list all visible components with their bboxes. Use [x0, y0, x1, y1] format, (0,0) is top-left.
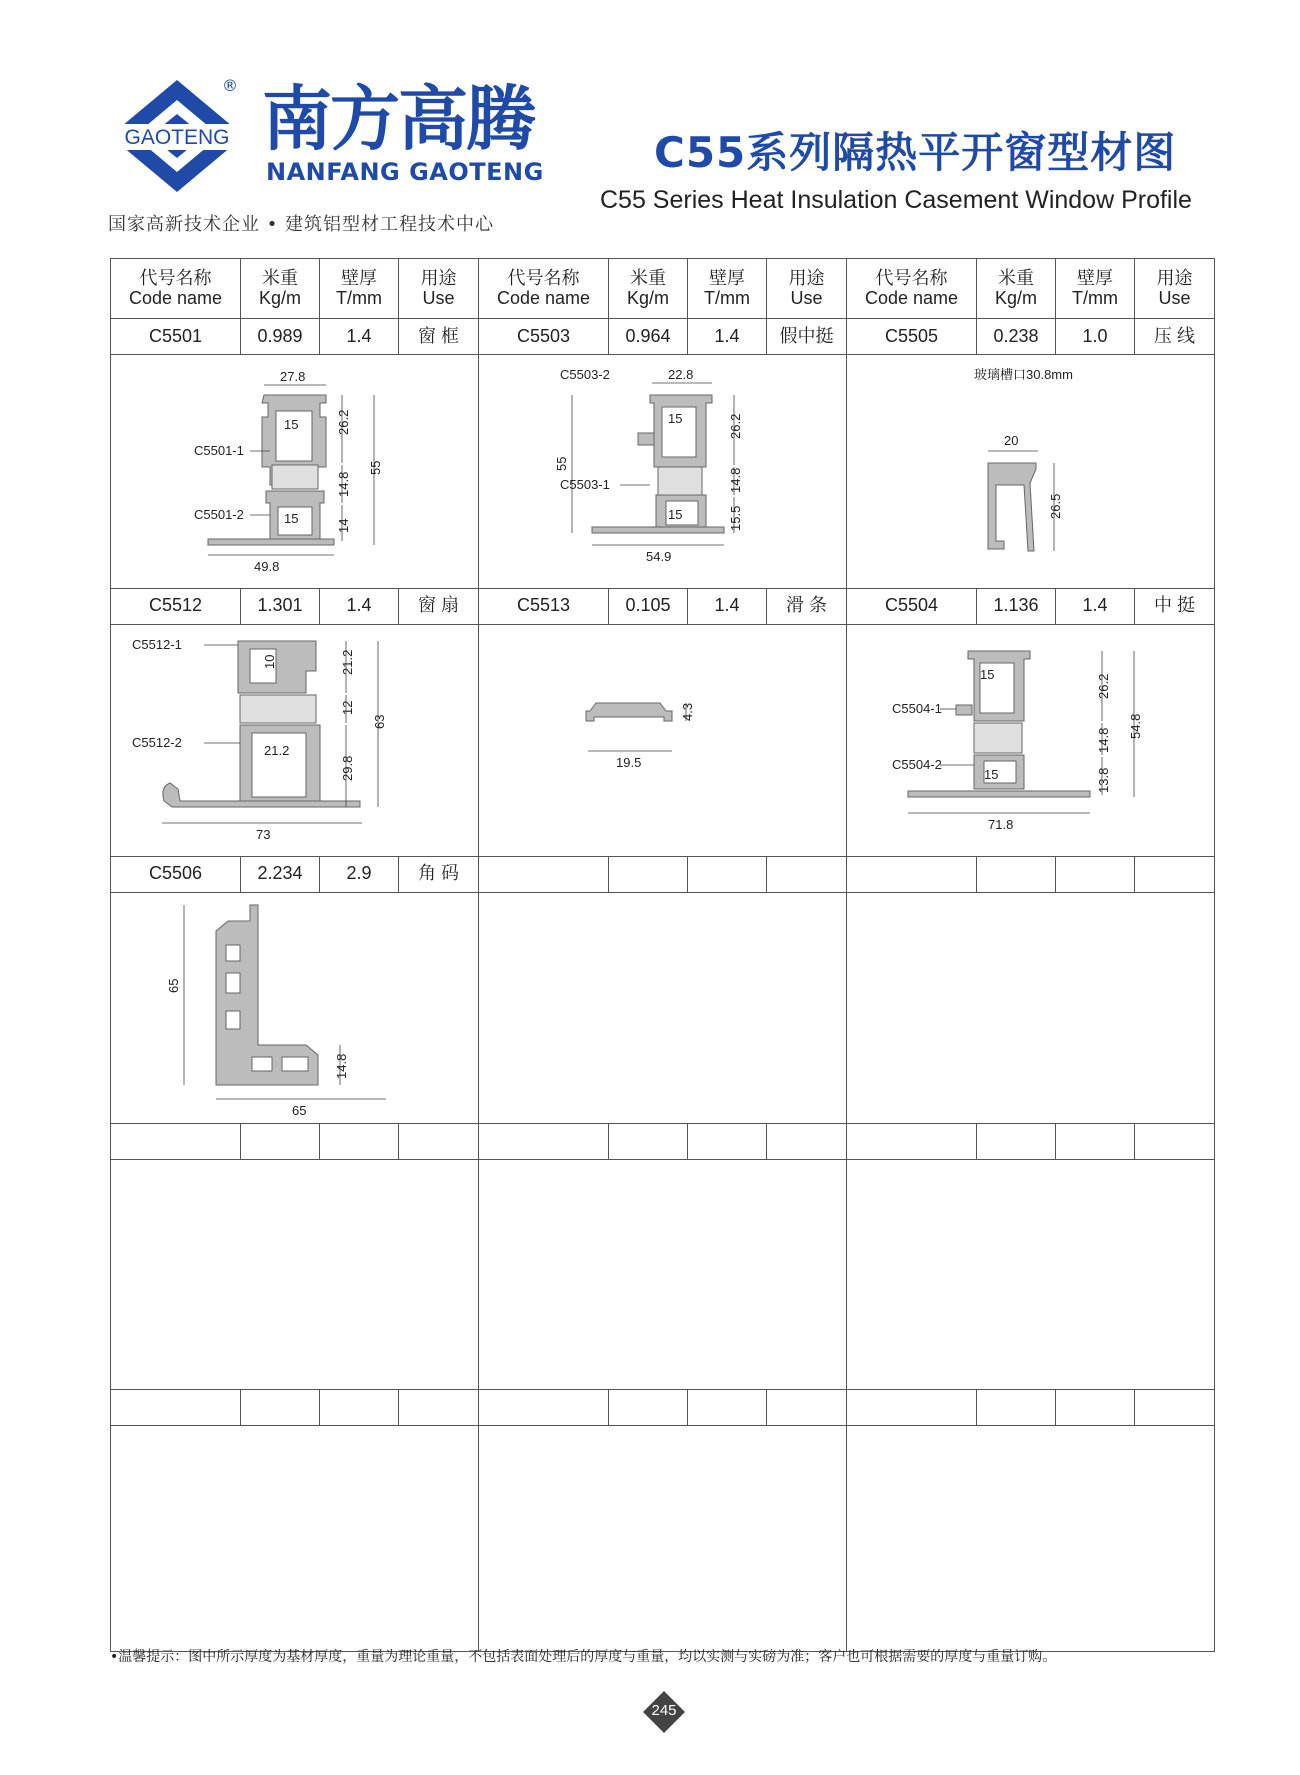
- svg-text:55: 55: [553, 456, 569, 471]
- use-cell: 压 线: [1135, 319, 1215, 355]
- svg-text:C5504-1: C5504-1: [891, 700, 942, 716]
- thickness-cell: 1.4: [688, 588, 767, 624]
- svg-text:15: 15: [667, 507, 682, 522]
- header-row: [111, 259, 1215, 319]
- drawing-row: [111, 624, 1215, 856]
- c5503-profile-drawing: [480, 355, 846, 583]
- svg-text:65: 65: [291, 1102, 306, 1118]
- use-cell: [1135, 856, 1215, 892]
- svg-text:21.2: 21.2: [339, 649, 355, 675]
- weight-cell: 1.301: [241, 588, 320, 624]
- page-title-cn: C55系列隔热平开窗型材图: [654, 128, 1177, 177]
- svg-text:20: 20: [1003, 433, 1018, 448]
- svg-text:49.8: 49.8: [253, 559, 279, 574]
- svg-text:63: 63: [371, 714, 387, 729]
- svg-text:14.8: 14.8: [335, 471, 351, 497]
- drawing-cell-c5512: [111, 624, 479, 856]
- svg-text:27.8: 27.8: [279, 369, 305, 384]
- svg-text:14.8: 14.8: [727, 467, 743, 493]
- svg-text:21.2: 21.2: [263, 742, 289, 758]
- c5504-profile-drawing: [848, 625, 1214, 851]
- svg-text:4.3: 4.3: [679, 702, 695, 721]
- use-cell: 窗 扇: [399, 588, 479, 624]
- svg-text:10: 10: [261, 654, 277, 669]
- thickness-cell: 1.4: [688, 319, 767, 355]
- svg-text:15: 15: [283, 511, 298, 526]
- use-cell: 窗 框: [399, 319, 479, 355]
- code-cell: C5512: [111, 588, 241, 624]
- table-row-empty: [111, 1124, 1215, 1160]
- svg-text:C5501-2: C5501-2: [193, 507, 244, 522]
- header-code: 代号名称 Code name: [111, 259, 241, 319]
- weight-cell: 0.964: [609, 319, 688, 355]
- profile-table: [110, 258, 1215, 1652]
- svg-text:29.8: 29.8: [339, 755, 355, 781]
- svg-text:C5512-1: C5512-1: [131, 636, 182, 652]
- svg-text:C5503-2: C5503-2: [559, 367, 610, 382]
- svg-text:14.8: 14.8: [333, 1053, 349, 1079]
- svg-text:15: 15: [979, 666, 994, 682]
- svg-text:73: 73: [255, 826, 270, 842]
- drawing-cell-c5501: [111, 355, 479, 589]
- weight-cell: 2.234: [241, 856, 320, 892]
- header-thickness: 壁厚 T/mm: [1056, 259, 1135, 319]
- use-cell: 中 挺: [1135, 588, 1215, 624]
- table-row: [111, 588, 1215, 624]
- c5501-profile-drawing: [112, 355, 478, 583]
- header-thickness: 壁厚 T/mm: [688, 259, 767, 319]
- svg-text:19.5: 19.5: [615, 754, 641, 770]
- svg-text:54.8: 54.8: [1127, 713, 1143, 739]
- drawing-cell-c5503: [479, 355, 847, 589]
- c5505-profile-drawing: [848, 355, 1214, 583]
- page-title-en: C55 Series Heat Insulation Casement Window Profile: [600, 186, 1192, 214]
- drawing-row-empty: [111, 1426, 1215, 1652]
- gaoteng-logo-icon: [108, 78, 246, 196]
- page-number: 245: [651, 1702, 677, 1719]
- drawing-cell-c5505: [847, 355, 1215, 589]
- svg-text:C5504-2: C5504-2: [891, 756, 942, 772]
- drawing-cell-c5506: [111, 892, 479, 1124]
- header-use: 用途 Use: [399, 259, 479, 319]
- code-cell: [847, 856, 977, 892]
- drawing-cell-c5504: [847, 624, 1215, 856]
- thickness-cell: 2.9: [320, 856, 399, 892]
- drawing-cell-empty: [847, 892, 1215, 1124]
- logo-text: GAOTENG: [124, 126, 230, 149]
- header-code: 代号名称 Code name: [479, 259, 609, 319]
- thickness-cell: [688, 856, 767, 892]
- weight-cell: [609, 856, 688, 892]
- code-cell: C5504: [847, 588, 977, 624]
- c5513-profile-drawing: [480, 625, 846, 851]
- use-cell: 角 码: [399, 856, 479, 892]
- svg-text:54.9: 54.9: [645, 549, 671, 564]
- drawing-row-empty: [111, 1160, 1215, 1390]
- table-row: [111, 856, 1215, 892]
- svg-text:26.2: 26.2: [727, 413, 743, 439]
- drawing-cell-c5513: [479, 624, 847, 856]
- svg-text:玻璃槽口30.8mm: 玻璃槽口30.8mm: [973, 367, 1073, 382]
- drawing-row: [111, 355, 1215, 589]
- code-cell: [479, 856, 609, 892]
- svg-text:26.5: 26.5: [1047, 493, 1063, 519]
- svg-text:55: 55: [367, 460, 383, 475]
- svg-text:C5501-1: C5501-1: [193, 443, 244, 458]
- thickness-cell: 1.4: [320, 319, 399, 355]
- thickness-cell: [1056, 856, 1135, 892]
- weight-cell: 0.105: [609, 588, 688, 624]
- header-weight: 米重 Kg/m: [977, 259, 1056, 319]
- drawing-cell-empty: [479, 892, 847, 1124]
- thickness-cell: 1.4: [1056, 588, 1135, 624]
- table-row-empty: [111, 1390, 1215, 1426]
- svg-text:65: 65: [165, 978, 181, 993]
- svg-text:13.8: 13.8: [1095, 767, 1111, 793]
- use-cell: 滑 条: [767, 588, 847, 624]
- svg-text:26.2: 26.2: [1095, 673, 1111, 699]
- thickness-cell: 1.0: [1056, 319, 1135, 355]
- header-use: 用途 Use: [767, 259, 847, 319]
- header-thickness: 壁厚 T/mm: [320, 259, 399, 319]
- svg-text:12: 12: [339, 700, 355, 715]
- header-code: 代号名称 Code name: [847, 259, 977, 319]
- c5512-profile-drawing: [112, 625, 478, 851]
- svg-text:C5512-2: C5512-2: [131, 734, 182, 750]
- weight-cell: 0.989: [241, 319, 320, 355]
- code-cell: C5506: [111, 856, 241, 892]
- header-weight: 米重 Kg/m: [241, 259, 320, 319]
- svg-text:14: 14: [335, 518, 351, 533]
- header-weight: 米重 Kg/m: [609, 259, 688, 319]
- svg-text:15.5: 15.5: [727, 505, 743, 531]
- svg-text:15: 15: [983, 766, 998, 782]
- code-cell: C5513: [479, 588, 609, 624]
- registered-mark: ®: [222, 76, 238, 95]
- tagline: 国家高新技术企业 • 建筑铝型材工程技术中心: [108, 214, 495, 235]
- svg-text:15: 15: [667, 411, 682, 426]
- brand-name-en: NANFANG GAOTENG: [266, 158, 544, 186]
- svg-text:71.8: 71.8: [987, 816, 1013, 832]
- use-cell: [767, 856, 847, 892]
- code-cell: C5501: [111, 319, 241, 355]
- code-cell: C5503: [479, 319, 609, 355]
- c5506-profile-drawing: [112, 893, 478, 1119]
- use-cell: 假中挺: [767, 319, 847, 355]
- weight-cell: 1.136: [977, 588, 1056, 624]
- header-use: 用途 Use: [1135, 259, 1215, 319]
- drawing-row: [111, 892, 1215, 1124]
- svg-text:15: 15: [283, 417, 298, 432]
- footer-note: •温馨提示：图中所示厚度为基材厚度，重量为理论重量，不包括表面处理后的厚度与重量，均以实测与实磅为准；客户也可根据需要的厚度与重量订购。: [110, 1649, 1057, 1665]
- weight-cell: [977, 856, 1056, 892]
- svg-text:22.8: 22.8: [667, 367, 693, 382]
- code-cell: C5505: [847, 319, 977, 355]
- table-row: [111, 319, 1215, 355]
- weight-cell: 0.238: [977, 319, 1056, 355]
- svg-text:14.8: 14.8: [1095, 727, 1111, 753]
- thickness-cell: 1.4: [320, 588, 399, 624]
- svg-text:C5503-1: C5503-1: [559, 477, 610, 492]
- brand-name-cn: 南方高腾: [262, 78, 534, 160]
- svg-text:26.2: 26.2: [335, 409, 351, 435]
